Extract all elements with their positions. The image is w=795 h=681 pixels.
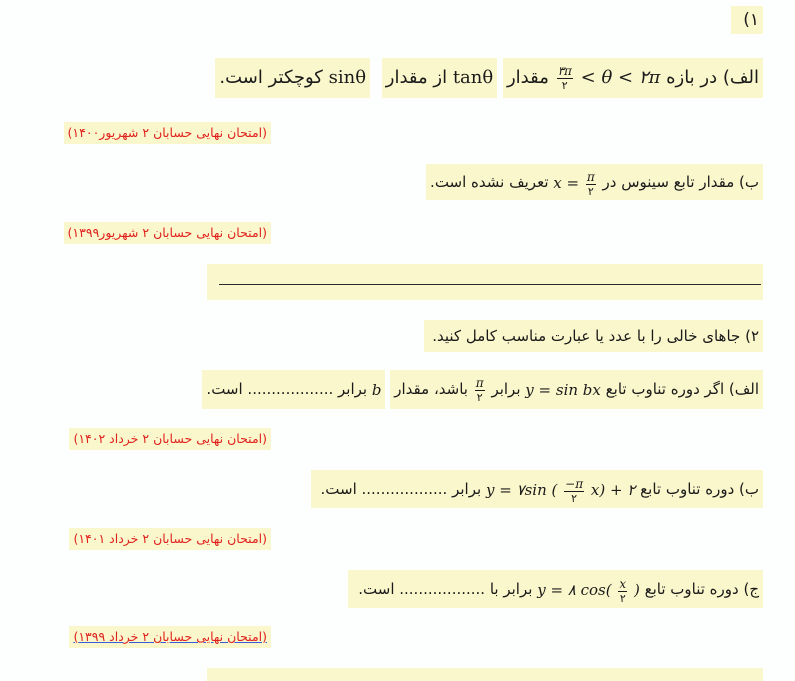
- tan-term: tanθ از مقدار: [382, 58, 497, 98]
- part-a-prefix: الف) در بازه $\frac{۳\pi}{۲}$ < θ < ۲π مقدار: [503, 58, 763, 98]
- exam-source-label: (امتحان نهایی حسابان ۲ شهریور۱۳۹۹): [64, 222, 271, 244]
- interval-fraction: $\frac{۳\pi}{۲}$: [557, 64, 572, 92]
- b-term: b برابر .................. است.: [202, 370, 385, 409]
- cosine-function-expression: y = ۸ cos( $\frac{x}{۲}$ ): [537, 576, 640, 605]
- x-over-two-fraction: $\frac{x}{۲}$: [619, 576, 627, 605]
- exam-source-label: (امتحان نهایی حسابان ۲ خرداد ۱۳۹۹): [69, 626, 271, 648]
- next-answer-box: [207, 668, 763, 681]
- question-2-part-a: [202, 370, 763, 408]
- question-2-part-b: ب) دوره تناوب تابع y = ۷sin ( $\frac{-\pi}{۲}$ x) + ۲ برابر .................. است.: [311, 470, 764, 508]
- part-a-prefix: الف) اگر دوره تناوب تابع y = sin bx برابر $\frac{\pi}{۲}$ باشد، مقدار: [390, 370, 763, 409]
- answer-blank-line: [207, 264, 763, 300]
- sine-function-expression: y = ۷sin ( $\frac{-\pi}{۲}$ x) + ۲: [485, 476, 636, 505]
- pi-over-two-fraction: $\frac{\pi}{۲}$: [586, 169, 595, 198]
- negative-pi-over-two-fraction: $\frac{-\pi}{۲}$: [565, 476, 584, 505]
- question-2-part-c: ج) دوره تناوب تابع y = ۸ cos( $\frac{x}{۲}$ ) برابر با .................. است.: [348, 570, 763, 608]
- exam-source-label: (امتحان نهایی حسابان ۲ خرداد ۱۴۰۱): [69, 528, 271, 550]
- exam-source-label: (امتحان نهایی حسابان ۲ خرداد ۱۴۰۲): [69, 428, 271, 450]
- sin-term: sinθ کوچکتر است.: [215, 58, 370, 98]
- question-1-number: ۱): [731, 6, 763, 34]
- interval-expression: $\frac{۳\pi}{۲}$ < θ < ۲π: [557, 64, 661, 92]
- question-1-part-a: [209, 58, 763, 98]
- exam-source-label: (امتحان نهایی حسابان ۲ شهریور۱۴۰۰): [64, 122, 271, 144]
- x-equals-expression: x = $\frac{\pi}{۲}$: [553, 169, 595, 198]
- question-2-header: ۲) جاهای خالی را با عدد یا عبارت مناسب کامل کنید.: [424, 320, 763, 352]
- pi-over-two-fraction: $\frac{\pi}{۲}$: [475, 375, 484, 404]
- answer-rule: [219, 284, 761, 285]
- question-1-part-b: ب) مقدار تابع سینوس در x = $\frac{\pi}{۲}$ تعریف نشده است.: [426, 164, 763, 200]
